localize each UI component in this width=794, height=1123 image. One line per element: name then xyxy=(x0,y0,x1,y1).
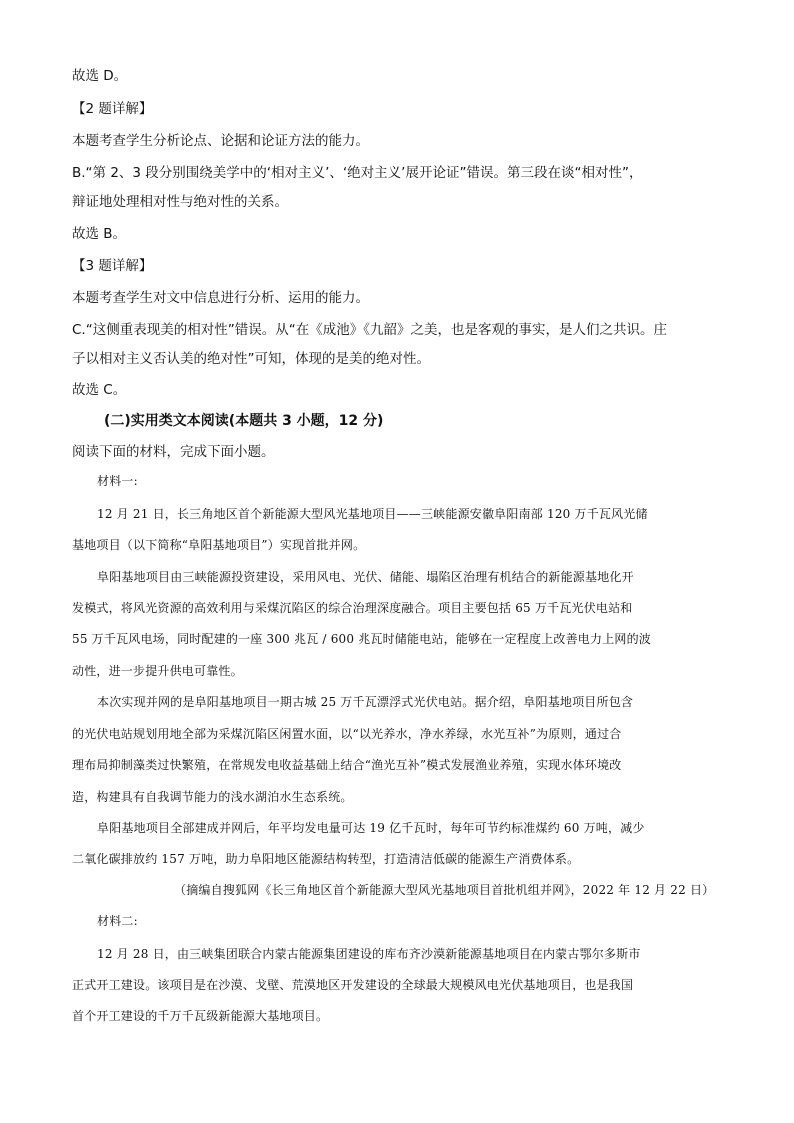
material1-p2-line3: 55 万千瓦风电场，同时配建的一座 300 兆瓦 / 600 兆瓦时储能电站，能够在一定程度上改善电力上网的波 xyxy=(72,632,652,646)
q2-intro: 本题考查学生分析论点、论据和论证方法的能力。 xyxy=(72,133,369,149)
material1-p2-line1: 阜阳基地项目由三峡能源投资建设，采用风电、光伏、储能、塌陷区治理有机结合的新能源基地化开 xyxy=(97,570,634,584)
material1-p3-line3: 理布局抑制藻类过快繁殖，在常规发电收益基础上结合“渔光互补”模式发展渔业养殖，实现水体环境改 xyxy=(72,758,622,772)
q2-choice: 故选 B。 xyxy=(72,226,127,242)
section-instruction: 阅读下面的材料，完成下面小题。 xyxy=(72,444,275,460)
material1-label: 材料一: xyxy=(97,474,138,488)
section-heading: (二)实用类文本阅读(本题共 3 小题，12 分) xyxy=(104,413,384,429)
material1-p1-line1: 12 月 21 日，长三角地区首个新能源大型风光基地项目——三峡能源安徽阜阳南部 120 万千瓦风光储 xyxy=(97,507,648,521)
material1-p2-line4: 动性，进一步提升供电可靠性。 xyxy=(72,664,243,678)
material1-p3-line1: 本次实现并网的是阜阳基地项目一期古城 25 万千瓦漂浮式光伏电站。据介绍，阜阳基地项目所包含 xyxy=(97,695,634,709)
material2-p1-line1: 12 月 28 日，由三峡集团联合内蒙古能源集团建设的库布齐沙漠新能源基地项目在内蒙古鄂尔多斯市 xyxy=(97,947,641,961)
q3-explanation-line1: C.“这侧重表现美的相对性”错误。从“在《成池》《九韶》之美，也是客观的事实，是人们之共识。庄 xyxy=(72,322,667,338)
material1-p2-line2: 发模式，将风光资源的高效利用与采煤沉陷区的综合治理深度融合。项目主要包括 65 万千瓦光伏电站和 xyxy=(72,601,633,615)
q3-header: 【3 题详解】 xyxy=(72,258,153,274)
material1-p3-line2: 的光伏电站规划用地全部为采煤沉陷区闲置水面，以“以光养水，净水养绿，水光互补”为原则，通过合 xyxy=(72,727,622,741)
q3-intro: 本题考查学生对文中信息进行分析、运用的能力。 xyxy=(72,290,369,306)
q2-explanation-line2: 辩证地处理相对性与绝对性的关系。 xyxy=(72,194,288,210)
material1-p1-line2: 基地项目（以下简称“阜阳基地项目”）实现首批并网。 xyxy=(72,538,366,552)
material1-p3-line4: 造，构建具有自我调节能力的浅水湖泊水生态系统。 xyxy=(72,790,353,804)
q1-choice: 故选 D。 xyxy=(72,68,128,84)
material1-p4-line2: 二氧化碳排放约 157 万吨，助力阜阳地区能源结构转型，打造清洁低碳的能源生产消费体系。 xyxy=(72,852,580,866)
material2-p1-line3: 首个开工建设的千万千瓦级新能源大基地项目。 xyxy=(72,1009,329,1023)
q2-header: 【2 题详解】 xyxy=(72,101,153,117)
material1-source: （摘编自搜狐网《长三角地区首个新能源大型风光基地项目首批机组并网》，2022 年 12 月 22 日） xyxy=(174,883,715,897)
q3-explanation-line2: 子以相对主义否认美的绝对性”可知，体现的是美的绝对性。 xyxy=(72,351,430,367)
q3-choice: 故选 C。 xyxy=(72,382,127,398)
material2-label: 材料二: xyxy=(97,914,138,928)
material2-p1-line2: 正式开工建设。该项目是在沙漠、戈壁、荒漠地区开发建设的全球最大规模风电光伏基地项目，也是我国 xyxy=(72,978,634,992)
material1-p4-line1: 阜阳基地项目全部建成并网后，年平均发电量可达 19 亿千瓦时，每年可节约标准煤约 60 万吨，减少 xyxy=(97,821,645,835)
q2-explanation-line1: B.“第 2、3 段分别围绕美学中的‘相对主义’、‘绝对主义’展开论证”错误。第三段在谈“相对性”， xyxy=(72,165,643,181)
